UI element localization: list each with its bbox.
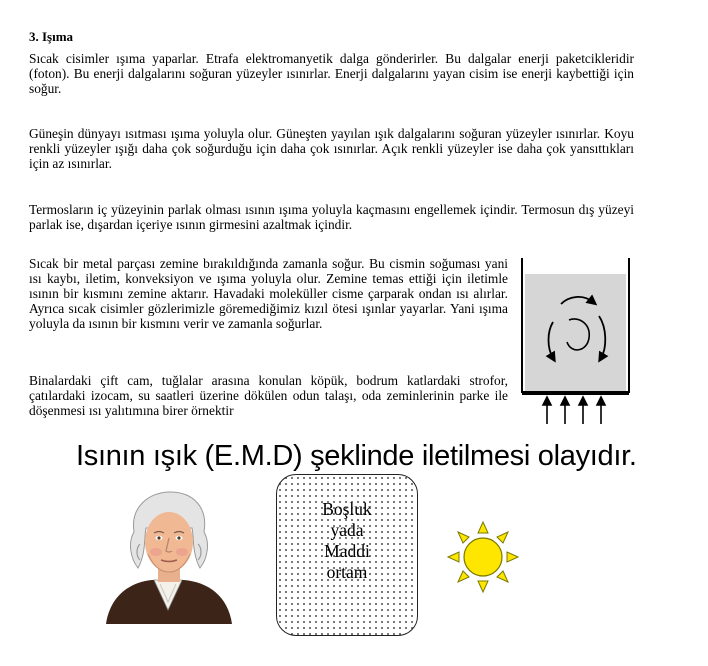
sun-icon	[446, 520, 520, 599]
paragraph-insulation-examples: Binalardaki çift cam, tuğlalar arasına konulan köpük, bodrum katlardaki strofor, çatılardaki izocam, su saatleri üzerine dökülen odun talaşı, oda zeminlerinin parke ile döşenmesi ısı yalıtımına birer örnektir	[29, 373, 508, 418]
medium-box-line: Boşluk	[322, 499, 372, 519]
paragraph-metal-cooling: Sıcak bir metal parçası zemine bırakıldığında zamanla soğur. Bu cismin soğuması yani ısı kaybı, iletim, konveksiyon ve ışıma yoluyla olur. Zemine temas ettiği için iletimle ısının bir kısmını zemine aktarır. Havadaki moleküller cisme çarparak ondan ısı alırlar. Ayrıca sıcak cisimler gözlerimizle göremediğimiz kızıl ötesi ışınlar yayarlar. Yani ışıma yoluyla da ısının bir kısmını verir ve zamanla soğurlar.	[29, 256, 508, 331]
paragraph-sun-heating: Güneşin dünyayı ısıtması ışıma yoluyla olur. Güneşten yayılan ışık dalgalarını soğuran yüzeyler ısınırlar. Koyu renkli yüzeyler ışığı daha çok soğurduğu için daha çok ısınırlar. Açık renkli yüzeyler ise daha çok yansıttıkları için az ısınırlar.	[29, 126, 634, 171]
convection-vessel-illustration	[517, 258, 637, 433]
medium-box	[276, 474, 418, 636]
medium-box-line: yada	[330, 520, 364, 540]
paragraph-thermos: Termosların iç yüzeyinin parlak olması ısının ışıma yoluyla kaçmasını engellemek içindir. Termosun dış yüzeyi parlak ise, dışardan içeriye ısının girmesini azaltmak içindir.	[29, 202, 634, 232]
portrait-illustration	[100, 484, 236, 629]
medium-box-line: ortam	[326, 562, 368, 582]
section-heading: 3. Işıma	[29, 29, 74, 44]
medium-box-line: Maddi	[324, 541, 370, 561]
definition-text: Isının ışık (E.M.D) şeklinde iletilmesi olayıdır.	[76, 440, 637, 472]
paragraph-radiation-intro: Sıcak cisimler ışıma yaparlar. Etrafa elektromanyetik dalga gönderirler. Bu dalgalar enerji paketcikleridir (foton). Bu enerji dalgalarını soğuran yüzeyler ısınırlar. Enerji dalgalarını yayan cisim ise enerji kaybettiği için soğur.	[29, 51, 634, 96]
medium-box-text	[277, 499, 417, 583]
